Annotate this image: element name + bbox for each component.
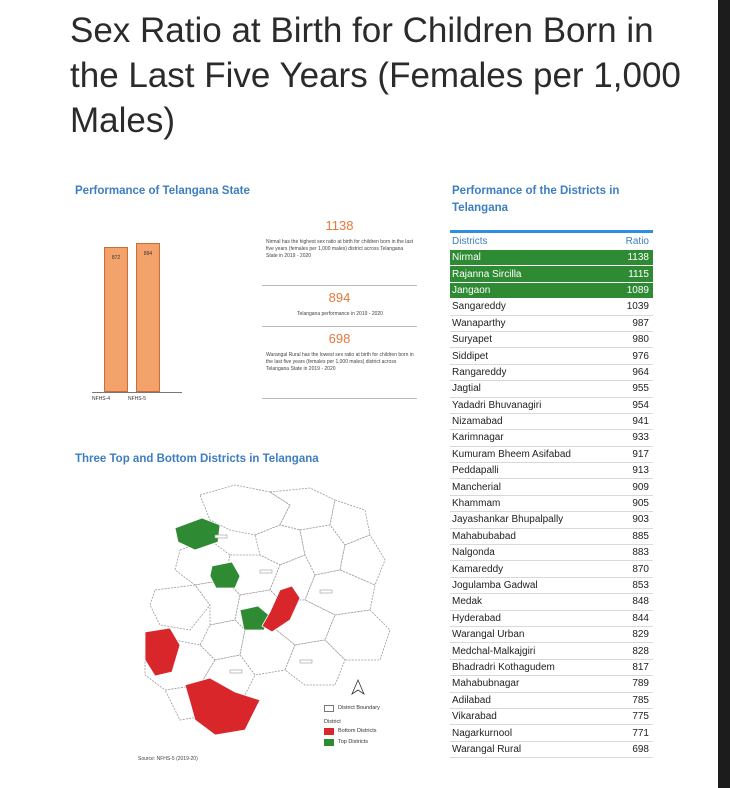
district-ratio: 954 xyxy=(632,399,649,411)
district-ratio: 913 xyxy=(632,465,649,477)
district-ratio: 976 xyxy=(632,350,649,362)
col-header-ratio: Ratio xyxy=(625,236,649,247)
table-row xyxy=(450,693,653,709)
map-section-heading: Three Top and Bottom Districts in Telangana xyxy=(75,453,319,465)
table-row xyxy=(450,316,653,332)
district-name: Mahabubabad xyxy=(452,530,516,542)
table-row xyxy=(450,529,653,545)
district-name: Jagtial xyxy=(452,383,481,395)
bar-value-label: 894 xyxy=(143,251,153,257)
page-title: Sex Ratio at Birth for Children Born in the Last Five Years (Females per 1,000 Males) xyxy=(70,11,681,140)
bar-value-label: 872 xyxy=(111,255,121,261)
district-ratio: 883 xyxy=(632,547,649,559)
district-name: Hyderabad xyxy=(452,612,501,624)
table-row xyxy=(450,742,653,758)
legend-swatch-top xyxy=(324,739,334,746)
district-ratio: 980 xyxy=(632,334,649,346)
bar-category-label: NFHS-5 xyxy=(128,396,147,402)
bar-category-label: NFHS-4 xyxy=(92,396,111,402)
district-name: Medak xyxy=(452,596,483,608)
district-name: Wanaparthy xyxy=(452,317,506,329)
districts-section-heading: Performance of the Districts in Telangana xyxy=(452,185,620,214)
district-ratio: 848 xyxy=(632,596,649,608)
table-row xyxy=(450,496,653,512)
table-row xyxy=(450,430,653,446)
table-row xyxy=(450,447,653,463)
divider xyxy=(262,398,417,399)
highlight-text-3: Warangal Rural has the lowest sex ratio at birth for children born in the last five years (females per 1,000 males) district across Telangana State in 2019 - 2020 xyxy=(266,352,414,372)
district-ratio: 885 xyxy=(632,530,649,542)
table-row xyxy=(450,545,653,561)
table-row xyxy=(450,660,653,676)
district-ratio: 1115 xyxy=(628,268,649,280)
district-ratio: 789 xyxy=(632,678,649,690)
bar-nfhs-5 xyxy=(136,243,160,392)
table-row xyxy=(450,627,653,643)
district-name: Khammam xyxy=(452,498,501,510)
district-name: Nirmal xyxy=(452,252,481,264)
table-row xyxy=(450,299,653,315)
district-ratio: 853 xyxy=(632,580,649,591)
district-name: Vikarabad xyxy=(452,711,497,723)
highlight-value-3: 698 xyxy=(328,331,351,346)
table-row xyxy=(450,348,653,364)
district-name: Mahabubnagar xyxy=(452,678,520,690)
district-name: Warangal Urban xyxy=(452,629,525,641)
table-row xyxy=(450,250,653,266)
table-row xyxy=(450,725,653,741)
legend-top: Top Districts xyxy=(338,739,368,745)
district-name: Nagarkurnool xyxy=(452,727,513,739)
district-ratio: 955 xyxy=(632,383,649,395)
district-name: Siddipet xyxy=(452,350,489,362)
table-row xyxy=(450,611,653,627)
district-ratio: 909 xyxy=(632,481,649,493)
table-row xyxy=(450,561,653,577)
district-ratio: 1089 xyxy=(626,284,649,296)
district-name: Jayashankar Bhupalpally xyxy=(452,514,564,526)
table-row xyxy=(450,512,653,528)
district-ratio: 933 xyxy=(632,432,649,444)
page-edge xyxy=(718,0,730,788)
district-ratio: 775 xyxy=(632,711,649,723)
highlight-value-1: 1138 xyxy=(325,218,354,233)
col-header-district: Districts xyxy=(452,236,488,247)
table-row xyxy=(450,283,653,299)
district-ratio: 785 xyxy=(632,694,649,706)
district-ratio: 987 xyxy=(632,317,649,329)
district-name: Suryapet xyxy=(452,334,493,346)
table-row xyxy=(450,578,653,594)
divider xyxy=(262,326,417,327)
legend-swatch-bottom xyxy=(324,728,334,735)
district-name: Kamareddy xyxy=(452,563,504,575)
district-name: Kumuram Bheem Asifabad xyxy=(452,448,571,460)
districts-table xyxy=(450,230,653,758)
table-row xyxy=(450,709,653,725)
source-note: Source: NFHS-5 (2019-20) xyxy=(138,756,198,762)
district-ratio: 917 xyxy=(632,448,649,460)
district-name: Rangareddy xyxy=(452,366,507,378)
table-row xyxy=(450,414,653,430)
table-body xyxy=(450,250,653,758)
state-section-heading: Performance of Telangana State xyxy=(75,185,250,197)
highlight-value-2: 894 xyxy=(328,290,351,305)
district-name: Jogulamba Gadwal xyxy=(452,580,538,591)
district-ratio: 905 xyxy=(632,498,649,510)
legend-bottom: Bottom Districts xyxy=(338,728,377,734)
district-name: Adilabad xyxy=(452,694,491,706)
highlight-text-2: Telangana performance in 2019 - 2020 xyxy=(297,311,383,317)
table-row xyxy=(450,266,653,282)
legend-boundary: District Boundary xyxy=(338,705,380,711)
district-name: Bhadradri Kothagudem xyxy=(452,661,555,673)
table-row xyxy=(450,594,653,610)
table-row xyxy=(450,398,653,414)
district-ratio: 829 xyxy=(632,629,649,641)
district-ratio: 964 xyxy=(632,366,649,378)
highlight-text-1: Nirmal has the highest sex ratio at birth for children born in the last five years (females per 1,000 males) district across Telangana State in 2019 - 2020 xyxy=(266,239,414,259)
district-ratio: 844 xyxy=(632,612,649,624)
table-row xyxy=(450,676,653,692)
table-row xyxy=(450,463,653,479)
district-name: Yadadri Bhuvanagiri xyxy=(452,399,542,411)
district-name: Jangaon xyxy=(452,284,491,296)
district-ratio: 698 xyxy=(632,743,649,755)
district-ratio: 1138 xyxy=(627,252,649,264)
bar-nfhs-4 xyxy=(104,247,128,392)
district-name: Nizamabad xyxy=(452,416,503,428)
table-row xyxy=(450,381,653,397)
table-row xyxy=(450,479,653,495)
district-name: Sangareddy xyxy=(452,301,506,313)
district-ratio: 828 xyxy=(632,645,649,657)
district-ratio: 817 xyxy=(632,661,649,673)
district-ratio: 903 xyxy=(632,514,649,526)
district-ratio: 1039 xyxy=(626,301,649,313)
district-ratio: 771 xyxy=(632,727,649,739)
district-name: Nalgonda xyxy=(452,547,495,559)
district-name: Warangal Rural xyxy=(452,743,522,755)
district-ratio: 870 xyxy=(632,563,649,575)
bar-axis xyxy=(92,392,182,393)
district-ratio: 941 xyxy=(632,416,649,428)
district-name: Mancherial xyxy=(452,481,501,493)
table-row xyxy=(450,643,653,659)
divider xyxy=(262,285,417,286)
district-name: Medchal-Malkajgiri xyxy=(452,645,536,657)
table-row xyxy=(450,365,653,381)
district-name: Karimnagar xyxy=(452,432,504,444)
table-header xyxy=(450,233,653,250)
legend-swatch-boundary xyxy=(324,705,334,712)
table-row xyxy=(450,332,653,348)
north-arrow-icon xyxy=(352,680,364,694)
legend-district: District xyxy=(324,719,341,725)
district-name: Rajanna Sircilla xyxy=(452,268,522,280)
district-name: Peddapalli xyxy=(452,465,499,477)
